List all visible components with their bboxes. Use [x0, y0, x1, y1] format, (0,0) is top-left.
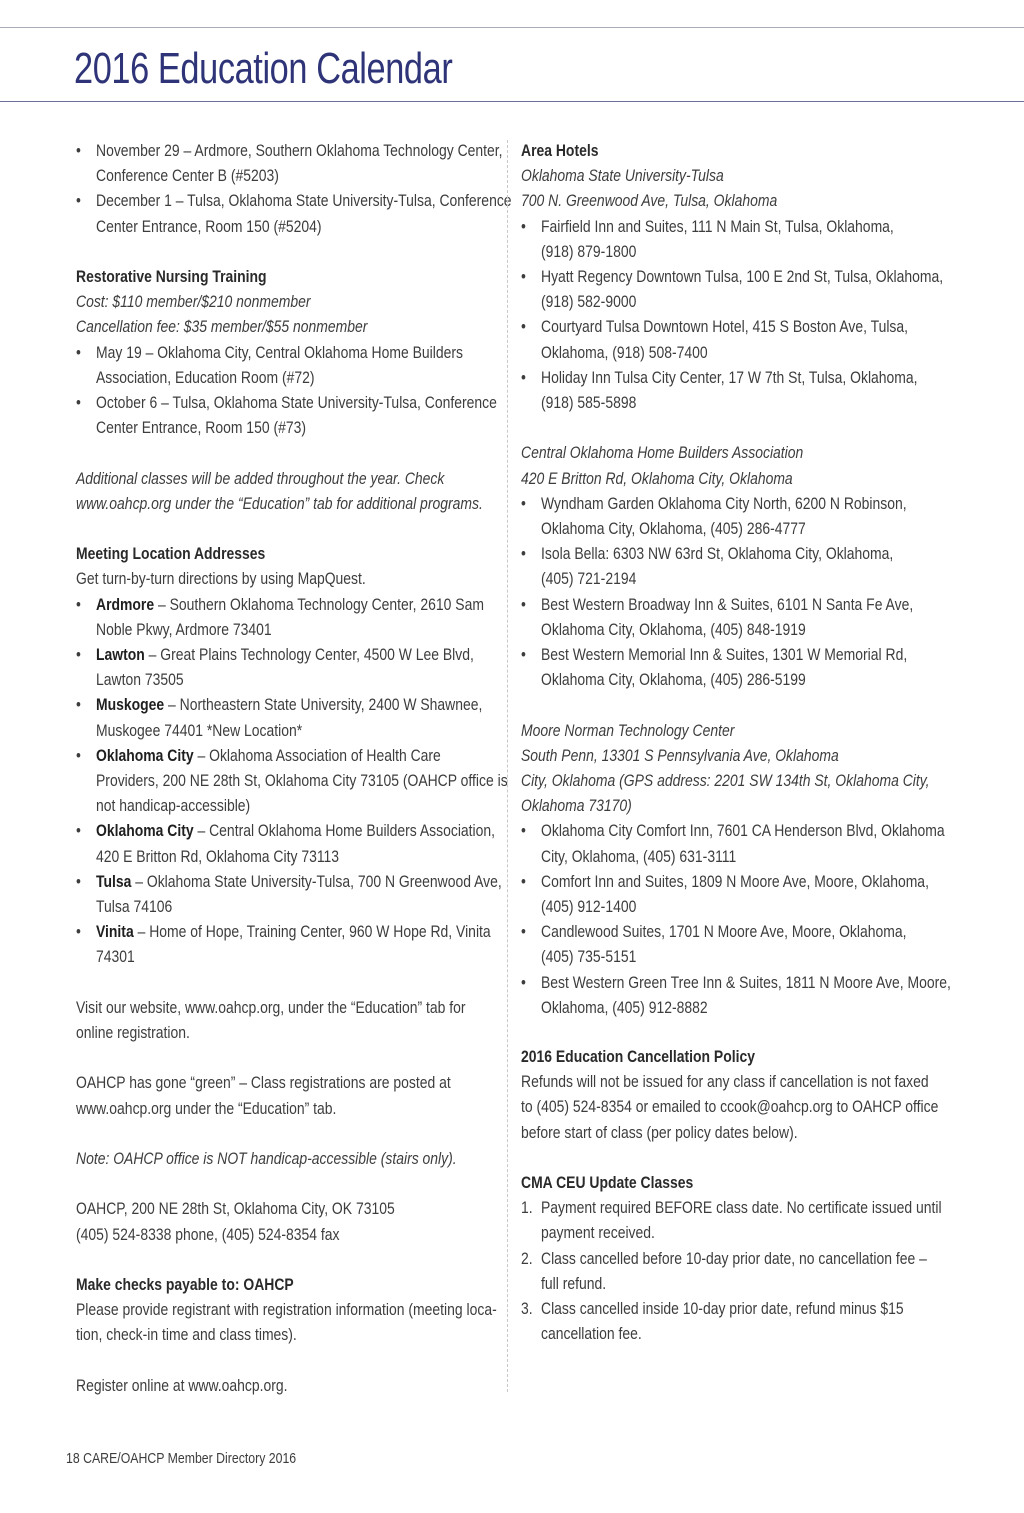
- meeting-locations-list: [76, 592, 508, 970]
- page-title: 2016 Education Calendar: [74, 44, 453, 93]
- cancellation-text: Refunds will not be issued for any class if cancellation is not faxed to (405) 524-8354 or emailed to ccook@oahcp.org to OAHCP office before start of class (per policy dates below).: [521, 1072, 939, 1142]
- meeting-heading: Meeting Location Addresses: [76, 544, 266, 564]
- office-address: OAHCP, 200 NE 28th St, Oklahoma City, OK 73105 (405) 524-8338 phone, (405) 524-8354 fax: [76, 1199, 395, 1244]
- hotel-item: • Courtyard Tulsa Downtown Hotel, 415 S Boston Ave, Tulsa, Oklahoma, (918) 508-7400: [521, 317, 909, 362]
- hotel-item: • Best Western Green Tree Inn & Suites, 1811 N Moore Ave, Moore, Oklahoma, (405) 912-8882: [521, 972, 951, 1017]
- location-item: • Muskogee – Northeastern State University, 2400 W Shawnee, Muskogee 74401 *New Location*: [76, 695, 483, 740]
- register-online-text: Register online at www.oahcp.org.: [76, 1375, 288, 1395]
- list-item: • May 19 – Oklahoma City, Central Oklahoma Home Builders Association, Education Room (#72): [76, 342, 463, 387]
- visit-website-text: Visit our website, www.oahcp.org, under the “Education” tab for online registration.: [76, 997, 466, 1043]
- hotel-item: • Candlewood Suites, 1701 N Moore Ave, Moore, Oklahoma, (405) 735-5151: [521, 922, 907, 967]
- hotel-group-moore: [521, 718, 951, 1020]
- hotel-item: • Hyatt Regency Downtown Tulsa, 100 E 2nd St, Tulsa, Oklahoma, (918) 582-9000: [521, 267, 944, 312]
- cma-heading: CMA CEU Update Classes: [521, 1173, 694, 1193]
- checks-heading: Make checks payable to: OAHCP: [76, 1275, 294, 1295]
- venue-address: South Penn, 13301 S Pennsylvania Ave, Oklahoma: [521, 745, 839, 765]
- venue-address: 420 E Britton Rd, Oklahoma City, Oklahoma: [521, 468, 793, 488]
- hotel-group-okc: [521, 440, 941, 692]
- right-column: [521, 138, 951, 1347]
- location-item: • Oklahoma City – Oklahoma Association of Health Care Providers, 200 NE 28th St, Oklahoma City 73105 (OAHCP office is not handicap-accessible): [76, 745, 508, 816]
- restorative-cost: Cost: $110 member/$210 nonmember: [76, 292, 311, 312]
- hotel-item: • Comfort Inn and Suites, 1809 N Moore Ave, Moore, Oklahoma, (405) 912-1400: [521, 871, 929, 917]
- list-item: • December 1 – Tulsa, Oklahoma State University-Tulsa, Conference Center Entrance, Room 150 (#5204): [76, 191, 512, 236]
- hotel-item: • Wyndham Garden Oklahoma City North, 6200 N Robinson, Oklahoma City, Oklahoma, (405) 286-4777: [521, 493, 907, 539]
- list-item: 2. Class cancelled before 10-day prior date, no cancellation fee – full refund.: [521, 1248, 927, 1293]
- hotel-item: • Best Western Memorial Inn & Suites, 1301 W Memorial Rd, Oklahoma City, Oklahoma, (405) 286-5199: [521, 645, 908, 690]
- hotel-item: • Isola Bella: 6303 NW 63rd St, Oklahoma City, Oklahoma, (405) 721-2194: [521, 544, 894, 589]
- restorative-list: [76, 340, 496, 441]
- page-footer: 18 CARE/OAHCP Member Directory 2016: [66, 1450, 297, 1467]
- restorative-cancel-fee: Cancellation fee: $35 member/$55 nonmember: [76, 317, 368, 337]
- green-text: OAHCP has gone “green” – Class registrations are posted at www.oahcp.org under the “Education” tab.: [76, 1073, 451, 1118]
- column-divider: [507, 140, 508, 1392]
- restorative-heading: Restorative Nursing Training: [76, 267, 267, 286]
- list-item: 3. Class cancelled inside 10-day prior date, refund minus $15 cancellation fee.: [521, 1299, 904, 1344]
- hotels-heading: Area Hotels: [521, 141, 599, 160]
- additional-classes-note: Additional classes will be added throughout the year. Check www.oahcp.org under the “Education” tab for additional programs.: [76, 468, 483, 513]
- venue-name: Oklahoma State University-Tulsa: [521, 166, 724, 186]
- venue-address: 700 N. Greenwood Ave, Tulsa, Oklahoma: [521, 191, 778, 211]
- hotel-item: • Oklahoma City Comfort Inn, 7601 CA Henderson Blvd, Oklahoma City, Oklahoma, (405) 631-3111: [521, 821, 945, 866]
- cancellation-heading: 2016 Education Cancellation Policy: [521, 1047, 755, 1067]
- location-item: • Vinita – Home of Hope, Training Center, 960 W Hope Rd, Vinita 74301: [76, 922, 491, 967]
- meeting-intro: Get turn-by-turn directions by using MapQuest.: [76, 569, 366, 589]
- location-item: • Ardmore – Southern Oklahoma Technology Center, 2610 Sam Noble Pkwy, Ardmore 73401: [76, 594, 484, 639]
- hotel-item: • Holiday Inn Tulsa City Center, 17 W 7th St, Tulsa, Oklahoma, (918) 585-5898: [521, 367, 918, 413]
- location-item: • Oklahoma City – Central Oklahoma Home Builders Association, 420 E Britton Rd, Oklahoma City 73113: [76, 821, 496, 866]
- intro-sessions-list: [76, 138, 512, 239]
- venue-address: Oklahoma 73170): [521, 796, 632, 816]
- list-item: • October 6 – Tulsa, Oklahoma State University-Tulsa, Conference Center Entrance, Room 150 (#73): [76, 393, 497, 438]
- left-column: [76, 138, 512, 1398]
- venue-name: Central Oklahoma Home Builders Association: [521, 443, 804, 463]
- hotel-group-tulsa: [521, 163, 944, 415]
- checks-text: Please provide registrant with registration information (meeting loca- tion, check-in time and class times).: [76, 1300, 497, 1345]
- list-item: 1. Payment required BEFORE class date. No certificate issued until payment received.: [521, 1198, 942, 1243]
- hotel-item: • Best Western Broadway Inn & Suites, 6101 N Santa Fe Ave, Oklahoma City, Oklahoma, (405) 848-1919: [521, 594, 914, 639]
- location-item: • Lawton – Great Plains Technology Center, 4500 W Lee Blvd, Lawton 73505: [76, 645, 474, 690]
- venue-name: Moore Norman Technology Center: [521, 720, 735, 740]
- cma-list: [521, 1195, 941, 1346]
- list-item: • November 29 – Ardmore, Southern Oklahoma Technology Center, Conference Center B (#5203): [76, 141, 503, 186]
- handicap-note: Note: OAHCP office is NOT handicap-accessible (stairs only).: [76, 1149, 457, 1169]
- venue-address: City, Oklahoma (GPS address: 2201 SW 134th St, Oklahoma City,: [521, 771, 930, 791]
- hotel-item: • Fairfield Inn and Suites, 111 N Main St, Tulsa, Oklahoma, (918) 879-1800: [521, 216, 894, 261]
- location-item: • Tulsa – Oklahoma State University-Tulsa, 700 N Greenwood Ave, Tulsa 74106: [76, 871, 502, 917]
